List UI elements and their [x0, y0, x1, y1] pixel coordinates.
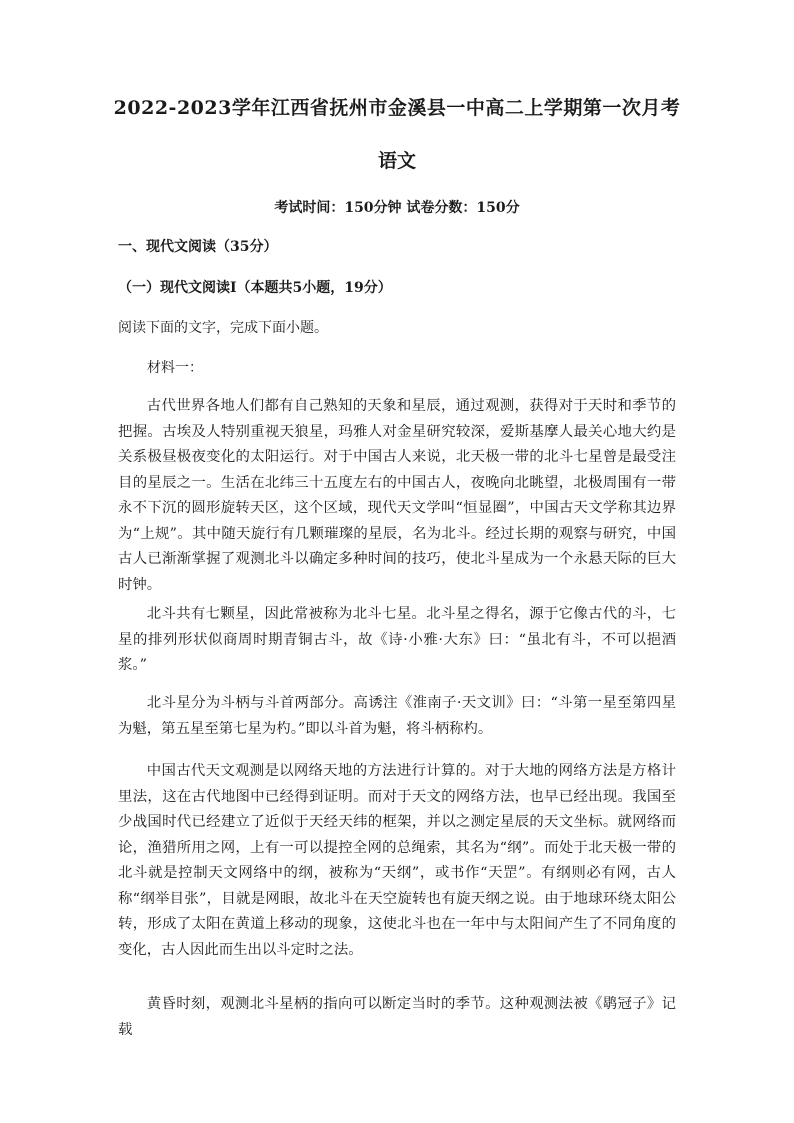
paragraph: 黄昏时刻，观测北斗星柄的指向可以断定当时的季节。这种观测法被《鹖冠子》记载 [118, 996, 676, 1038]
paragraph: 古代世界各地人们都有自己熟知的天象和星辰，通过观测，获得对于天时和季节的把握。古埃及人特别重视天狼星，玛雅人对金星研究较深，爱斯基摩人最关心地大约是关系极昼极夜变化的太阳运行。对于中国古人来说，北天极一带的北斗七星曾是最受注目的星辰之一。生活在北纬三十五度左右的中国古人，夜晚向北眺望，北极周围有一带永不下沉的圆形旋转天区，这个区域，现代天文学叫“恒显圈”，中国古天文学称其边界为“上规”。其中随天旋行有几颗璀璨的星辰，名为北斗。经过长期的观察与研究，中国古人已渐渐掌握了观测北斗以确定多种时间的技巧，使北斗星成为一个永悬天际的巨大时钟。 [118, 398, 676, 593]
subsection-heading: （一）现代文阅读Ⅰ（本题共5小题，19分） [118, 280, 392, 296]
paragraph: 北斗共有七颗星，因此常被称为北斗七星。北斗星之得名，源于它像古代的斗，七星的排列形状似商周时期青铜古斗，故《诗·小雅·大东》曰：“虽北有斗，不可以挹酒浆。” [118, 606, 676, 673]
section-heading: 一、现代文阅读（35分） [118, 239, 278, 255]
instruction-text: 阅读下面的文字，完成下面小题。 [118, 320, 328, 336]
material-label: 材料一： [147, 360, 203, 376]
subject-heading: 语文 [377, 150, 416, 172]
paragraph: 北斗星分为斗柄与斗首两部分。高诱注《淮南子·天文训》曰：“斗第一星至第四星为魁，第五星至第七星为杓。”即以斗首为魁，将斗柄称杓。 [118, 695, 676, 737]
exam-info: 考试时间：150分钟 试卷分数：150分 [274, 200, 520, 216]
document-title: 2022-2023学年江西省抚州市金溪县一中高二上学期第一次月考 [113, 97, 681, 119]
paragraph: 中国古代天文观测是以网络天地的方法进行计算的。对于大地的网络方法是方格计里法，这在古代地图中已经得到证明。而对于天文的网络方法，也早已经出现。我国至少战国时代已经建立了近似于天经天纬的框架，并以之测定星辰的天文坐标。就网络而论，渔猎所用之网，上有一可以提控全网的总绳索，其名为“纲”。而处于北天极一带的北斗就是控制天文网络中的纲，被称为“天纲”，或书作“天罡”。有纲则必有网，古人称“纲举目张”，目就是网眼，故北斗在天空旋转也有旋天纲之说。由于地球环绕太阳公转，形成了太阳在黄道上移动的现象，这使北斗也在一年中与太阳间产生了不同角度的变化，古人因此而生出以斗定时之法。 [118, 763, 676, 958]
